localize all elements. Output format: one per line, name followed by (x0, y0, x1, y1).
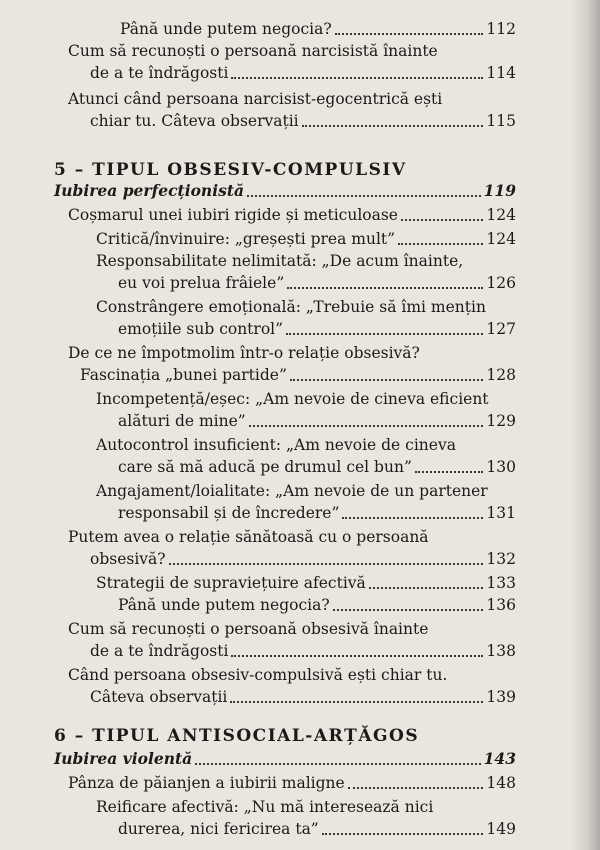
toc-entry: Responsabilitate nelimitată: „De acum înainte, (96, 252, 464, 270)
toc-entry: Cum să recunoști o persoană obsesivă înainte (68, 620, 429, 638)
toc-entry: Critică/învinuire: „greșești prea mult” 124 (96, 230, 516, 248)
toc-entry: Reificare afectivă: „Nu mă interesează nici (96, 798, 434, 816)
toc-entry: Câteva observații 139 (90, 688, 516, 706)
toc-entry: Până unde putem negocia? 136 (118, 596, 516, 614)
toc-entry: de a te îndrăgosti 114 (90, 64, 516, 82)
chapter-subtitle: Iubirea perfecționistă 119 (54, 181, 516, 200)
toc-entry: De ce ne împotmolim într-o relație obsesivă? (68, 344, 420, 362)
toc-entry: Până unde putem negocia? 112 (120, 20, 516, 38)
toc-entry: alături de mine” 129 (118, 412, 516, 430)
toc-entry: Când persoana obsesiv-compulsivă ești chiar tu. (68, 666, 448, 684)
toc-entry: care să mă aducă pe drumul cel bun” 130 (118, 458, 516, 476)
toc-entry: emoțiile sub control” 127 (118, 320, 516, 338)
toc-entry: Autocontrol insuficient: „Am nevoie de cineva (96, 436, 456, 454)
toc-entry: Angajament/loialitate: „Am nevoie de un partener (96, 482, 488, 500)
toc-entry: eu voi prelua frâiele” 126 (118, 274, 516, 292)
toc-entry: chiar tu. Câteva observații 115 (90, 112, 516, 130)
toc-entry: obsesivă? 132 (90, 550, 516, 568)
toc-entry: Putem avea o relație sănătoasă cu o persoană (68, 528, 429, 546)
toc-entry: Strategii de supraviețuire afectivă 133 (96, 574, 516, 592)
toc-entry: Cum să recunoști o persoană narcisistă înainte (68, 42, 438, 60)
toc-entry: Fascinația „bunei partide” 128 (80, 366, 516, 384)
toc-entry: Atunci când persoana narcisist-egocentrică ești (68, 90, 443, 108)
chapter-subtitle: Iubirea violentă 143 (54, 749, 516, 768)
toc-entry: Pânza de păianjen a iubirii maligne 148 (68, 774, 516, 792)
toc-entry: de a te îndrăgosti 138 (90, 642, 516, 660)
page-spine-shadow (570, 0, 600, 850)
chapter-heading: 6 – TIPUL ANTISOCIAL-ARȚĂGOS (54, 726, 420, 746)
toc-entry: durerea, nici fericirea ta” 149 (118, 820, 516, 838)
toc-entry: Constrângere emoțională: „Trebuie să îmi mențin (96, 298, 486, 316)
toc-entry: Incompetență/eșec: „Am nevoie de cineva eficient (96, 390, 489, 408)
toc-entry: responsabil și de încredere” 131 (118, 504, 516, 522)
chapter-heading: 5 – TIPUL OBSESIV-COMPULSIV (54, 160, 407, 180)
toc-entry: Coșmarul unei iubiri rigide și meticuloase 124 (68, 206, 516, 224)
